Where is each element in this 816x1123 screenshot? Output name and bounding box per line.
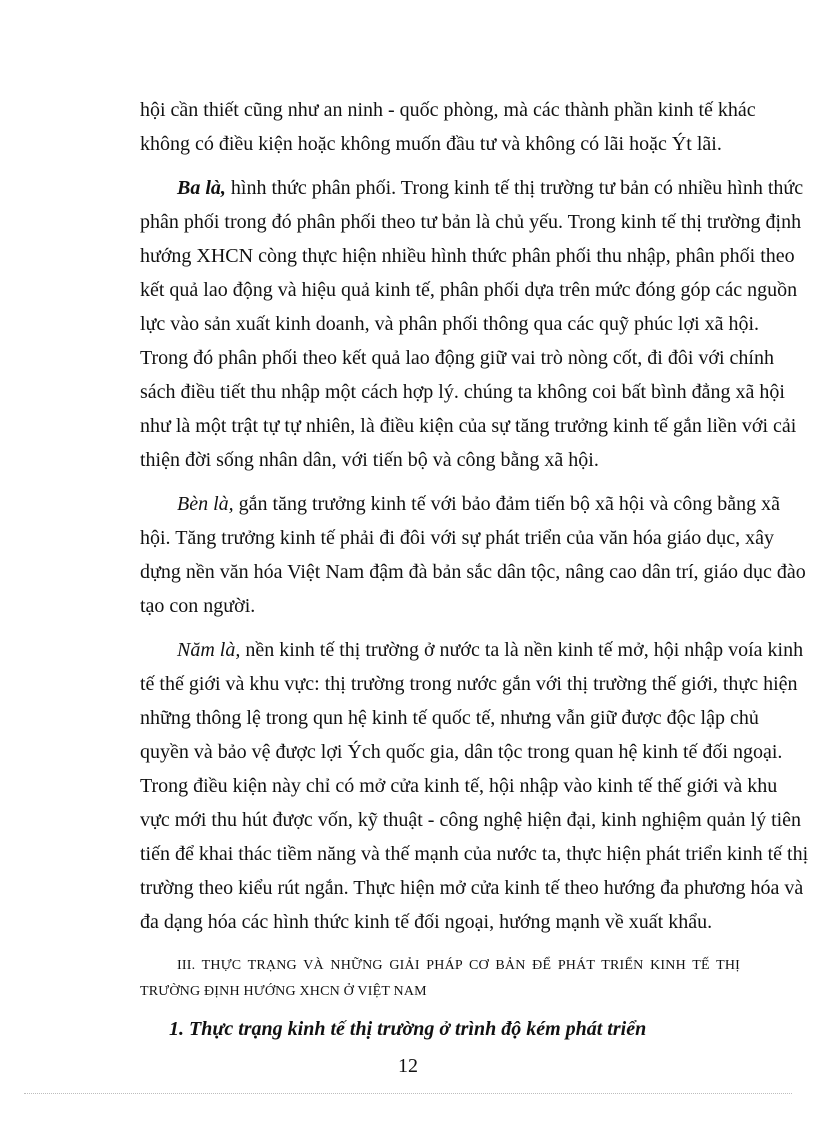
paragraph-line: vực mới thu hút được vốn, kỹ thuật - công nghệ hiện đại, kinh nghiệm quản lý tiên	[140, 809, 802, 831]
paragraph-line: trường theo kiểu rút ngắn. Thực hiện mở cửa kinh tế theo hướng đa phương hóa và	[140, 877, 804, 899]
paragraph-line: tiến để khai thác tiềm năng và thế mạnh của nước ta, thực hiện phát triển kinh tế thị	[140, 843, 809, 865]
paragraph-line: phân phối trong đó phân phối theo tư bản là chủ yếu. Trong kinh tế thị trường định	[140, 211, 802, 233]
paragraph-line: đa dạng hóa các hình thức kinh tế đối ngoại, hướng mạnh về xuất khẩu.	[140, 911, 713, 933]
paragraph-line-text: nền kinh tế thị trường ở nước ta là nền kinh tế mở, hội nhập voía kinh	[240, 639, 804, 661]
paragraph-line: dựng nền văn hóa Việt Nam đậm đà bản sắc dân tộc, nâng cao dân trí, giáo dục đào	[140, 561, 806, 583]
subsection-heading: 1. Thực trạng kinh tế thị trường ở trình độ kém phát triển	[169, 1018, 647, 1040]
section-heading: III. THỰC TRẠNG VÀ NHỮNG GIẢI PHÁP CƠ BẢN ĐỂ PHÁT TRIỂN KINH TẾ THỊ	[177, 958, 740, 973]
paragraph-first-line	[177, 175, 804, 201]
paragraph-line: Trong đó phân phối theo kết quả lao động giữ vai trò nòng cốt, đi đôi với chính	[140, 347, 774, 369]
footer-divider	[24, 1093, 792, 1094]
paragraph-line: hướng XHCN còng thực hiện nhiều hình thức phân phối thu nhập, phân phối theo	[140, 245, 795, 267]
paragraph-line: hội. Tăng trưởng kinh tế phải đi đôi với sự phát triển của văn hóa giáo dục, xây	[140, 527, 774, 549]
paragraph-lead: Ba là,	[177, 177, 226, 199]
section-heading-continuation: TRƯỜNG ĐỊNH HƯỚNG XHCN Ở VIỆT NAM	[140, 984, 427, 999]
paragraph-line: những thông lệ trong qun hệ kinh tế quốc tế, nhưng vẫn giữ được độc lập chủ	[140, 707, 759, 729]
paragraph-line: quyền và bảo vệ được lợi Ých quốc gia, dân tộc trong quan hệ kinh tế đối ngoại.	[140, 741, 783, 763]
paragraph-line-text: gắn tăng trưởng kinh tế với bảo đảm tiến bộ xã hội và công bằng xã	[233, 493, 780, 515]
paragraph-line-text: hình thức phân phối. Trong kinh tế thị trường tư bản có nhiều hình thức	[225, 177, 804, 199]
paragraph-line: lực vào sản xuất kinh doanh, và phân phối thông qua các quỹ phúc lợi xã hội.	[140, 313, 760, 335]
paragraph-line: sách điều tiết thu nhập một cách hợp lý. chúng ta không coi bất bình đẳng xã hội	[140, 381, 785, 403]
paragraph-line: tạo con người.	[140, 595, 256, 617]
paragraph-line: như là một trật tự tự nhiên, là điều kiện của sự tăng trưởng kinh tế gắn liền với cải	[140, 415, 797, 437]
paragraph-lead: Năm là,	[177, 639, 241, 661]
paragraph-line: hội cần thiết cũng như an ninh - quốc phòng, mà các thành phần kinh tế khác	[140, 99, 756, 121]
paragraph-first-line	[177, 491, 780, 517]
paragraph-line: tế thế giới và khu vực: thị trường trong nước gắn với thị trường thế giới, thực hiện	[140, 673, 798, 695]
paragraph-line: Trong điều kiện này chỉ có mở cửa kinh tế, hội nhập vào kinh tế thế giới và khu	[140, 775, 778, 797]
paragraph-lead: Bèn là,	[177, 493, 234, 515]
paragraph-line: thiện đời sống nhân dân, với tiến bộ và công bằng xã hội.	[140, 449, 599, 471]
paragraph-first-line	[177, 637, 804, 663]
paragraph-line: không có điều kiện hoặc không muốn đầu tư và không có lãi hoặc Ýt lãi.	[140, 133, 722, 155]
paragraph-line: kết quả lao động và hiệu quả kinh tế, phân phối dựa trên mức đóng góp các nguồn	[140, 279, 798, 301]
page-number: 12	[398, 1055, 418, 1077]
